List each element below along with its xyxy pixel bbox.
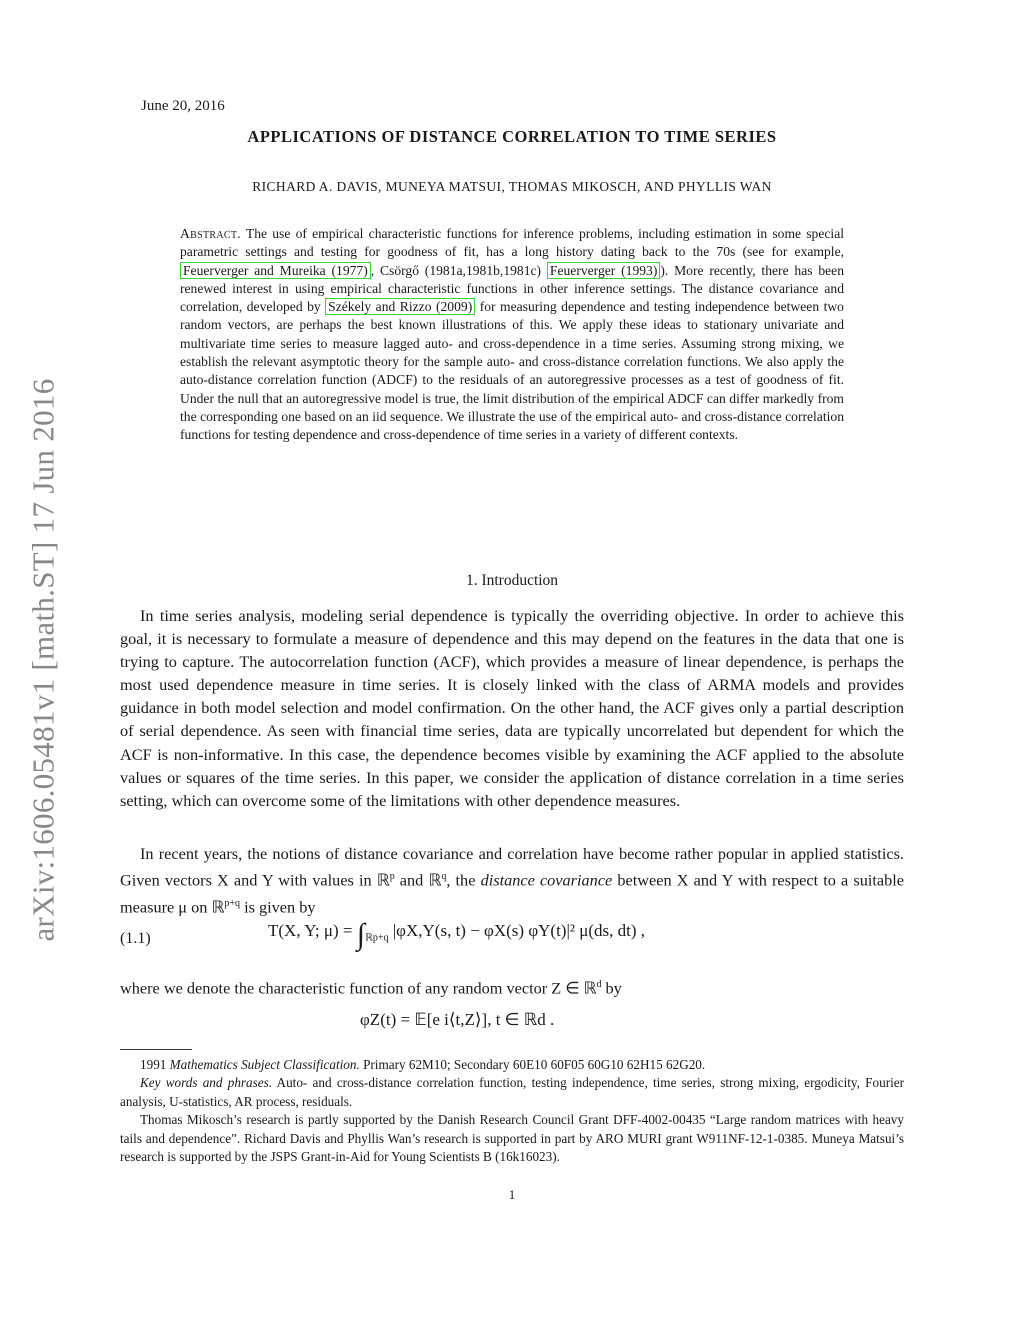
p2-part-a: In recent years, the notions of distance covariance and correlation have become rather popular in applied statistics. Given vectors X and Y with values in ℝ <box>120 844 904 890</box>
page-number: 1 <box>508 1187 516 1202</box>
p3-text: where we denote the characteristic function of any random vector Z ∈ ℝ <box>120 978 597 998</box>
authors: RICHARD A. DAVIS, MUNEYA MATSUI, THOMAS MIKOSCH, AND PHYLLIS WAN <box>252 179 772 194</box>
keywords-text: Auto- and cross-distance correlation function, testing independence, time series, strong mixing, ergodicity, Fourier analysis, U-statistics, AR process, residuals. <box>120 1075 904 1109</box>
arxiv-identifier: arXiv:1606.05481v1 [math.ST] 17 Jun 2016 <box>26 378 62 942</box>
paragraph-2 <box>120 842 904 918</box>
abstract-text-2: , Csörgő (1981a,1981b,1981c) <box>370 262 547 278</box>
citation-link-szekely-rizzo[interactable]: Székely and Rizzo (2009) <box>325 298 475 315</box>
msc-label: 1991 <box>140 1057 170 1072</box>
msc-text: Primary 62M10; Secondary 60E10 60F05 60G10 62H15 62G20. <box>359 1057 706 1072</box>
section-heading <box>120 572 904 590</box>
paragraph-1-text: In time series analysis, modeling serial dependence is typically the overriding objective. In order to achieve this goal, it is necessary to formulate a measure of dependence and this may depend on the features in the data that one is trying to capture. The autocorrelation function (ACF), which provides a measure of linear dependence, is perhaps the most used dependence measure in time series. It is closely linked with the class of ARMA models and provides guidance in both model selection and model confirmation. On the other hand, the ACF gives only a partial description of serial dependence. As seen with financial time series, data are typically uncorrelated but dependent for which the ACF is non-informative. In this case, the dependence becomes visible by examining the ACF applied to the absolute values or squares of the time series. In this paper, we consider the application of distance correlation in a time series setting, which can overcome some of the limitations with other dependence measures. <box>120 606 904 810</box>
integral-domain: ℝp+q <box>364 932 389 944</box>
citation-link-feuerverger[interactable]: Feuerverger (1993) <box>547 262 660 279</box>
paragraph-3-text: where we denote the characteristic function of any random vector Z ∈ ℝ$^d$ by <box>120 978 622 998</box>
characteristic-function-equation: φZ(t) = 𝔼[e i⟨t,Z⟩], t ∈ ℝd . <box>360 1010 555 1029</box>
p2-part-e: is given by <box>240 897 316 917</box>
footnote-keywords <box>120 1074 904 1111</box>
arxiv-stamp <box>14 340 74 980</box>
paragraph-1 <box>120 604 904 812</box>
section-title: 1. Introduction <box>465 572 559 589</box>
footnotes <box>120 1056 904 1166</box>
integral-sign: ∫ <box>356 918 365 951</box>
equation-lhs: T(X, Y; μ) = <box>268 921 357 940</box>
p2-part-c: , the <box>446 870 481 890</box>
abstract-text-3: ). More recently, there has been renewed interest in using empirical characteristic functions in other inference settings. The distance covariance and correlation, developed by <box>180 262 844 315</box>
equation-label: (1.1) <box>120 930 151 947</box>
footnote-msc <box>120 1056 904 1074</box>
abstract <box>180 225 844 445</box>
paragraph-2-text: In recent years, the notions of distance covariance and correlation have become rather popular in applied statistics. Given vectors X and Y with values in ℝ$^p$ and ℝ$^q$, the distance covariance between X and Y with respect to a suitable measure μ on ℝ$^{p+q}$ is given by <box>120 844 905 917</box>
equation-body: |φX,Y(s, t) − φX(s) φY(t)|² μ(ds, dt) , <box>388 921 645 940</box>
date: June 20, 2016 <box>141 98 225 114</box>
p2-emphasis: distance covariance <box>480 870 613 890</box>
p2-part-b: and ℝ <box>394 870 442 890</box>
abstract-text-4: for measuring dependence and testing independence between two random vectors, are perhaps the best known illustrations of this. We apply these ideas to stationary univariate and multivariate time series to measure lagged auto- and cross-dependence in a time series. Assuming strong mixing, we establish the relevant asymptotic theory for the sample auto- and cross-distance correlation functions. We also apply the auto-distance correlation function (ADCF) to the residuals of an autoregressive processes as a test of goodness of fit. Under the null that an autoregressive model is true, the limit distribution of the empirical ADCF can differ markedly from the corresponding one based on an iid sequence. We illustrate the use of the empirical auto- and cross-distance correlation functions for testing dependence and cross-dependence of time series in a variety of different contexts. <box>180 299 844 443</box>
footnote-funding: Thomas Mikosch’s research is partly supported by the Danish Research Council Grant DFF-4002-00435 “Large random matrices with heavy tails and dependence”. Richard Davis and Phyllis Wan’s research is supported in part by ARO MURI grant W911NF-12-1-0385. Muneya Matsui’s research is supported by the JSPS Grant-in-Aid for Young Scientists B (16k16023). <box>120 1112 904 1165</box>
abstract-text-1: The use of empirical characteristic functions for inference problems, including estimation in some special parametric settings and testing for goodness of fit, has a long history dating back to the 70s (see for example, <box>180 226 844 260</box>
equation-1-1 <box>268 918 645 952</box>
paper-title: APPLICATIONS OF DISTANCE CORRELATION TO TIME SERIES <box>247 127 777 146</box>
paragraph-3 <box>120 973 904 1000</box>
footnote-rule <box>120 1049 192 1050</box>
citation-link-feuerverger-mureika[interactable]: Feuerverger and Mureika (1977) <box>180 262 371 279</box>
keywords-heading: Key words and phrases. <box>140 1075 273 1091</box>
abstract-heading: Abstract. <box>180 226 241 241</box>
msc-heading: Mathematics Subject Classification. <box>169 1057 360 1072</box>
p3-end: by <box>601 978 622 998</box>
p2-part-d: between X and Y with respect to a suitable measure μ on ℝ <box>120 870 905 917</box>
